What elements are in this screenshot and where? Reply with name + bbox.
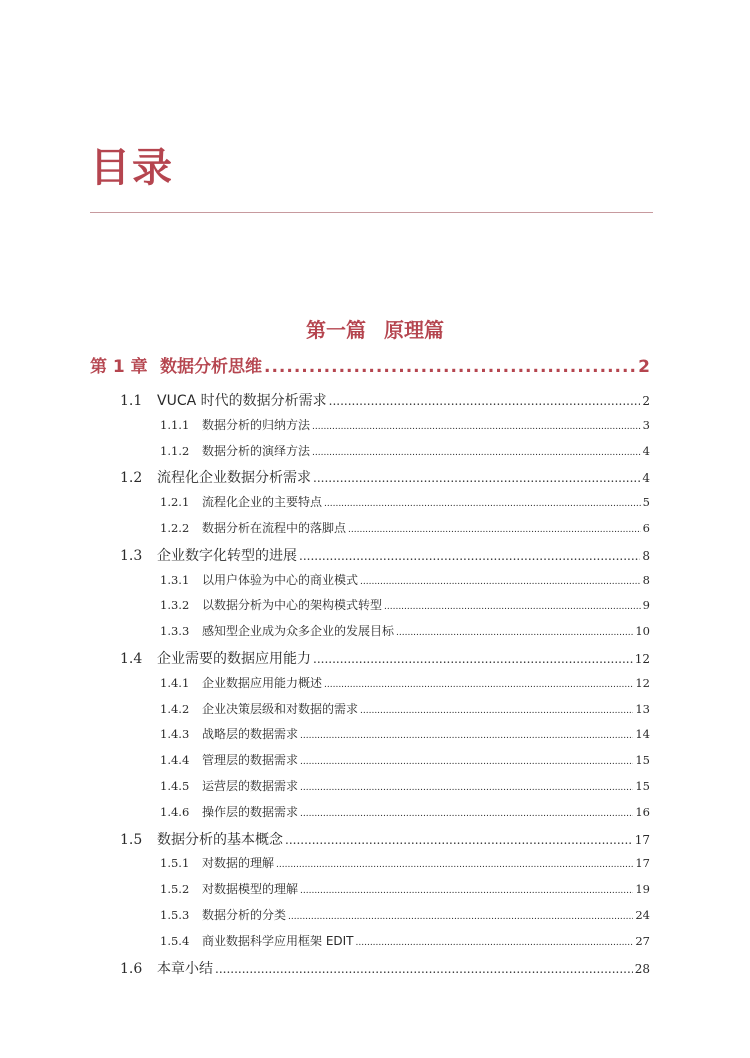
toc-entry-title: VUCA 时代的数据分析需求 [157,393,327,409]
toc-entry-page: 4 [642,443,650,458]
toc-entry-number: 1.5.2 [160,882,190,897]
toc-subsection-entry[interactable] [160,622,650,639]
toc-entry-number: 1.1 [120,393,143,409]
page-title: 目录 [90,145,174,191]
toc-entry-number: 1.3.3 [160,624,190,639]
toc-entry-page: 6 [642,521,650,535]
toc-dot-leader [324,499,641,509]
toc-dot-leader [300,783,633,793]
toc-entry-title: 管理层的数据需求 [202,753,299,768]
toc-dot-leader [312,422,641,432]
toc-dot-leader [300,757,633,767]
toc-entry-number: 第 1 章 [90,357,148,377]
toc-entry-number: 1.1.1 [160,417,190,432]
toc-entry-number: 1.6 [120,960,143,977]
toc-entry-page: 2 [638,357,650,377]
toc-entry-page: 12 [635,675,650,690]
toc-dot-leader [300,809,633,819]
toc-dot-leader [299,549,640,563]
toc-entry-number: 1.4.5 [160,779,190,793]
toc-entry-title: 企业数字化转型的进展 [157,547,297,564]
part-title [0,314,750,343]
toc-subsection-entry[interactable] [160,880,650,897]
toc-entry-number: 1.4.3 [160,727,190,742]
toc-entry-page: 16 [635,804,650,819]
toc-entry-page: 15 [635,753,650,768]
toc-entry-number: 1.3.2 [160,598,190,613]
toc-entry-number: 1.1.2 [160,443,190,458]
toc-entry-title: 以数据分析为中心的架构模式转型 [202,598,383,613]
part-name: 原理篇 [384,318,444,342]
toc-dot-leader [215,962,633,976]
toc-section-entry[interactable] [120,829,650,849]
toc-entry-page: 4 [642,471,650,486]
toc-entry-page: 19 [635,882,650,897]
toc-subsection-entry[interactable] [160,596,650,613]
toc-section-entry[interactable] [120,958,650,978]
toc-subsection-entry[interactable] [160,571,650,588]
toc-dot-leader [329,394,641,408]
toc-chapter-entry[interactable] [90,352,650,377]
toc-entry-page: 28 [634,961,650,976]
toc-entry-number: 1.5 [120,831,143,848]
toc-entry-title: 数据分析的分类 [202,908,287,922]
toc-entry-title: 数据分析的归纳方法 [202,417,311,432]
toc-entry-number: 1.5.3 [160,908,190,922]
toc-entry-title: 流程化企业的主要特点 [202,495,323,510]
toc-dot-leader [360,577,641,587]
toc-dot-leader [356,938,634,948]
toc-entry-title: 运营层的数据需求 [202,779,299,793]
toc-entry-number: 1.4.1 [160,675,190,690]
toc-dot-leader [300,886,633,896]
title-divider [90,212,653,213]
toc-dot-leader [264,357,636,377]
toc-entry-title: 流程化企业数据分析需求 [157,470,311,487]
toc-dot-leader [276,860,633,870]
toc-entry-title: 数据分析思维 [160,357,262,377]
toc-subsection-entry[interactable] [160,519,650,536]
toc-entry-title: 企业决策层级和对数据的需求 [202,701,359,716]
toc-entry-number: 1.3 [120,547,143,564]
toc-section-entry[interactable] [120,467,650,487]
toc-entry-page: 17 [635,856,650,871]
toc-entry-number: 1.5.1 [160,856,190,871]
toc-dot-leader [313,652,633,666]
toc-entry-title: 企业数据应用能力概述 [202,675,323,690]
toc-subsection-entry[interactable] [160,416,650,433]
toc-entry-title: 以用户体验为中心的商业模式 [202,572,359,587]
toc-entry-page: 2 [642,394,650,408]
toc-entry-title: 数据分析的演绎方法 [202,443,311,458]
toc-entry-title: 感知型企业成为众多企业的发展目标 [202,624,395,639]
toc-subsection-entry[interactable] [160,854,650,871]
toc-entry-page: 13 [635,701,650,716]
toc-subsection-entry[interactable] [160,674,650,691]
toc-dot-leader [396,628,633,638]
toc-entry-number: 1.4.2 [160,701,190,716]
toc-dot-leader [300,731,633,741]
toc-entry-title: 企业需要的数据应用能力 [157,651,311,667]
toc-entry-page: 8 [642,572,650,587]
toc-entry-number: 1.4.6 [160,804,190,819]
toc-entry-title: 对数据的理解 [202,856,275,871]
toc-dot-leader [348,525,641,535]
toc-entry-number: 1.5.4 [160,933,190,948]
toc-subsection-entry[interactable] [160,751,650,768]
toc-entry-number: 1.2 [120,470,143,487]
toc-subsection-entry[interactable] [160,932,650,949]
toc-entry-page: 14 [635,727,650,742]
toc-entry-page: 10 [635,624,650,639]
toc-subsection-entry[interactable] [160,777,650,794]
toc-entry-title: 商业数据科学应用框架 EDIT [202,933,354,948]
toc-dot-leader [288,912,633,922]
toc-entry-number: 1.2.1 [160,495,190,510]
toc-subsection-entry[interactable] [160,493,650,510]
toc-entry-page: 15 [635,779,650,793]
part-label: 第一篇 [306,318,366,342]
toc-entry-page: 9 [642,598,650,613]
toc-entry-title: 本章小结 [157,960,213,977]
toc-entry-title: 数据分析在流程中的落脚点 [202,521,347,535]
toc-entry-page: 17 [634,832,650,847]
toc-entry-title: 对数据模型的理解 [202,882,299,897]
toc-entry-number: 1.2.2 [160,521,190,535]
toc-dot-leader [313,471,640,485]
toc-section-entry[interactable] [120,648,650,668]
toc-section-entry[interactable] [120,390,650,410]
toc-dot-leader [312,448,641,458]
toc-entry-title: 战略层的数据需求 [202,727,299,742]
toc-dot-leader [360,706,633,716]
toc-subsection-entry[interactable] [160,442,650,459]
toc-entry-number: 1.4.4 [160,753,190,768]
toc-subsection-entry[interactable] [160,803,650,820]
toc-entry-page: 12 [634,652,650,666]
toc-dot-leader [285,833,633,847]
toc-dot-leader [324,680,633,690]
toc-entry-page: 3 [642,417,650,432]
toc-entry-number: 1.4 [120,651,143,667]
toc-subsection-entry[interactable] [160,700,650,717]
toc-entry-title: 操作层的数据需求 [202,804,299,819]
toc-entry-title: 数据分析的基本概念 [157,831,283,848]
toc-entry-page: 24 [635,908,650,922]
toc-entry-page: 5 [642,495,650,510]
toc-section-entry[interactable] [120,545,650,565]
toc-entry-page: 27 [635,933,650,948]
toc-subsection-entry[interactable] [160,906,650,923]
toc-entry-number: 1.3.1 [160,572,190,587]
toc-entry-page: 8 [642,548,650,563]
toc-subsection-entry[interactable] [160,725,650,742]
toc-dot-leader [384,602,641,612]
